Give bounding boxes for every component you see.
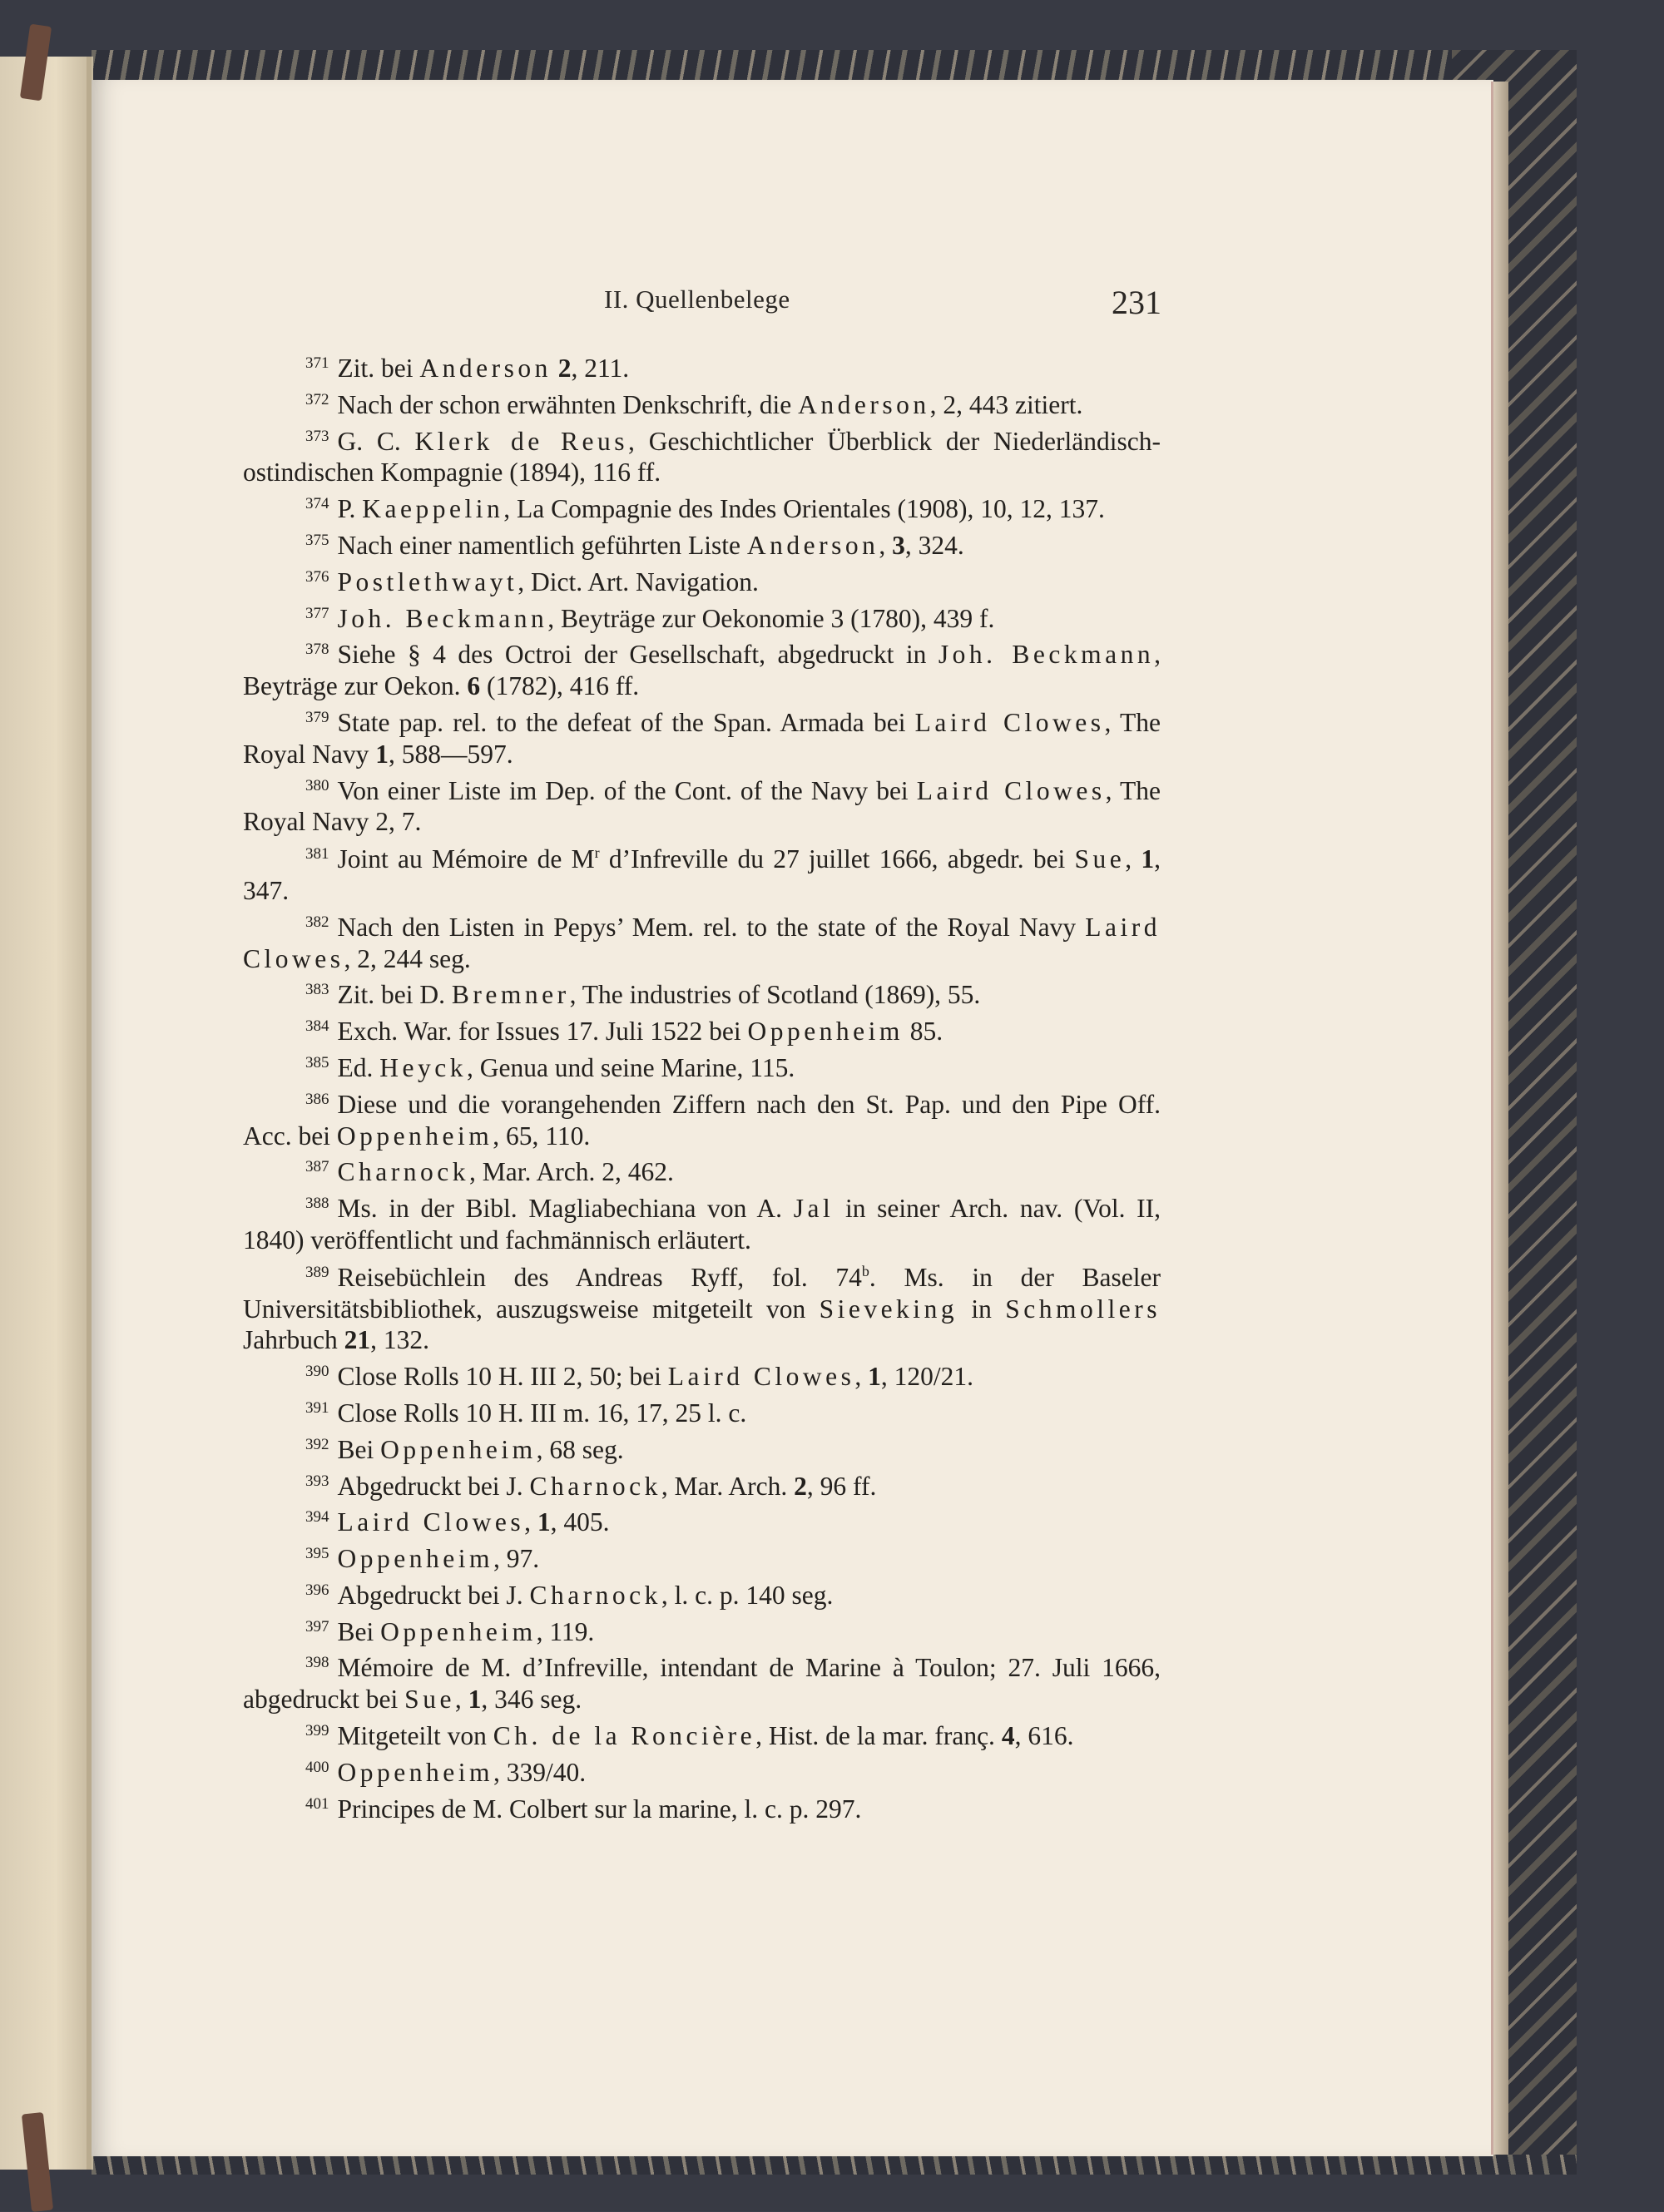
spaced-name: Postlethwayt [337,567,518,596]
footnote-text: Jahrbuch [243,1325,344,1355]
footnote-number: 388 [305,1195,329,1213]
footnote-number: 371 [305,354,329,372]
footnote-text: , 120/21. [880,1362,973,1392]
footnote-383 [243,974,1161,1011]
footnote-376 [243,562,1161,598]
footnote-380 [243,770,1161,839]
page-edge-shadow [1493,82,1508,2155]
footnote-number: 379 [305,708,329,726]
footnote-number: 385 [305,1053,329,1071]
footnote-390 [243,1356,1161,1393]
footnote-393 [243,1466,1161,1502]
footnote-number: 378 [305,641,329,659]
footnote-number: 374 [305,495,329,513]
spaced-name: Klerk de Reus [414,426,629,456]
footnote-374 [243,488,1161,525]
footnote-text: Reisebüchlein des Andreas Ryff, fol. 74 [337,1262,862,1292]
volume-number: 21 [344,1325,371,1355]
footnote-number: 394 [305,1508,329,1527]
footnote-text: , 132. [370,1325,429,1355]
footnote-text: Von einer Liste im Dep. of the Cont. of the Navy bei [337,775,917,805]
spaced-name: Laird Clowes [914,707,1105,737]
spaced-name: Charnock [529,1580,661,1610]
volume-number: 1 [1141,844,1155,874]
footnote-377 [243,598,1161,635]
volume-number: 2 [794,1471,807,1501]
footnote-text: , [879,530,893,560]
footnote-number: 382 [305,913,329,931]
footnote-text: Abgedruckt bei J. [337,1580,530,1610]
footnote-401 [243,1789,1161,1825]
spaced-name: Laird Clowes [243,912,1161,973]
spaced-name: Jal [793,1194,834,1224]
footnote-text: , 97. [493,1544,540,1574]
footnote-number: 383 [305,981,329,999]
footnote-number: 372 [305,390,329,408]
footnote-text: , 65, 110. [493,1121,591,1151]
footnote-text: P. [337,494,363,524]
footnote-text [552,354,558,383]
spaced-name: Heyck [379,1052,467,1082]
footnote-text: G. C. [337,426,415,456]
footnote-number: 397 [305,1617,329,1635]
spaced-name: Sue [1074,844,1126,874]
cover-board-top [92,50,1577,82]
footnote-text: , The industries of Scotland (1869), 55. [569,980,981,1010]
footnote-number: 393 [305,1472,329,1490]
footnote-398 [243,1647,1161,1715]
footnote-text: Close Rolls 10 H. III m. 16, 17, 25 l. c. [337,1398,747,1428]
footnote-number: 396 [305,1581,329,1599]
footnote-number: 381 [305,845,329,864]
footnote-text: Ms. in der Bibl. Magliabechiana von A. [337,1194,794,1224]
volume-number: 1 [537,1507,551,1537]
footnote-text: , The Royal Navy [243,707,1161,769]
footnote-text: Nach der schon erwähnten Denkschrift, die [337,389,799,419]
footnote-373 [243,421,1161,489]
spaced-name: Sieveking [819,1294,958,1324]
spaced-name: Schmollers [1005,1294,1161,1324]
spaced-name: Sue [404,1685,455,1715]
footnote-382 [243,907,1161,975]
footnote-number: 395 [305,1545,329,1563]
footnote-text: , Mar. Arch. 2, 462. [468,1157,674,1187]
spaced-name: Anderson [746,530,879,560]
footnote-text: , l. c. p. 140 seg. [661,1580,834,1610]
footnote-number: 375 [305,531,329,549]
footnote-text: , Geschichtlicher Überblick der Niederländisch-ostindischen Kompagnie (1894), 116 ff. [243,426,1161,487]
footnote-number: 398 [305,1654,329,1672]
cover-board-bottom [92,2155,1577,2175]
footnote-378 [243,634,1161,702]
footnote-text: Zit. bei [337,354,420,383]
footnote-text: in [958,1294,1006,1324]
footnote-372 [243,384,1161,421]
footnote-379 [243,702,1161,770]
spaced-name: Charnock [337,1157,469,1187]
footnote-text: , Genua und seine Marine, 115. [466,1052,795,1082]
spaced-name: Joh. Beckmann [337,603,548,633]
footnote-text: , Beyträge zur Oekonomie 3 (1780), 439 f. [547,603,995,633]
footnote-text: , La Compagnie des Indes Orientales (1908), 10, 12, 137. [503,494,1105,524]
footnote-381 [243,838,1161,907]
footnote-number: 399 [305,1722,329,1740]
spaced-name: Kaeppelin [362,494,504,524]
page-number: 231 [1112,284,1161,321]
footnote-387 [243,1151,1161,1188]
footnote-text: , Hist. de la mar. franç. [755,1721,1002,1751]
footnote-text: Joint au Mémoire de M [337,844,595,874]
footnote-text: , 339/40. [493,1757,587,1787]
footnote-number: 377 [305,604,329,622]
footnote-394 [243,1502,1161,1538]
footnote-text: , 96 ff. [806,1471,877,1501]
footnote-386 [243,1084,1161,1152]
spaced-name: Anderson [798,389,930,419]
footnote-text: , 2, 244 seg. [344,943,471,973]
spaced-name: Ch. de la Roncière [493,1721,756,1751]
footnote-text: , Mar. Arch. [661,1471,795,1501]
spaced-name: Charnock [529,1471,661,1501]
spaced-name: Anderson [419,354,552,383]
footnote-388 [243,1188,1161,1256]
footnote-397 [243,1611,1161,1648]
footnote-385 [243,1047,1161,1084]
footnote-number: 376 [305,567,329,586]
footnote-number: 387 [305,1158,329,1176]
footnote-391 [243,1393,1161,1429]
footnote-text: Mitgeteilt von [337,1721,493,1751]
footnote-389 [243,1256,1161,1356]
volume-number: 6 [467,671,481,701]
spaced-name: Joh. Beckmann [938,640,1155,670]
footnote-number: 386 [305,1090,329,1108]
volume-number: 3 [892,530,905,560]
footnote-number: 392 [305,1435,329,1453]
footnote-text: Mémoire de M. d’Infreville, intendant de Marine à Toulon; 27. Juli 1666, abgedruckt bei [243,1653,1161,1715]
footnote-text: , [854,1362,869,1392]
footnote-text: (1782), 416 ff. [480,671,640,701]
spaced-name: Oppenheim [337,1544,493,1574]
footnote-text: , [454,1685,468,1715]
volume-number: 1 [868,1362,881,1392]
footnote-text: Diese und die vorangehenden Ziffern nach den St. Pap. und den Pipe Off. Acc. bei [243,1089,1161,1151]
footnote-number: 400 [305,1758,329,1776]
footnote-text: , The Royal Navy 2, 7. [243,775,1161,837]
spaced-name: Oppenheim [337,1757,493,1787]
footnote-number: 390 [305,1363,329,1381]
footnote-number: 391 [305,1398,329,1417]
footnote-text: , 68 seg. [536,1434,624,1464]
footnote-396 [243,1575,1161,1611]
volume-number: 1 [375,739,389,769]
spaced-name: Oppenheim [747,1017,904,1047]
footnote-number: 384 [305,1017,329,1036]
footnote-text: Principes de M. Colbert sur la marine, l. c. p. 297. [337,1794,862,1824]
footnote-395 [243,1538,1161,1575]
footnote-text: , 405. [550,1507,610,1537]
footnote-text: , 616. [1014,1721,1074,1751]
footnote-400 [243,1752,1161,1789]
footnote-text: d’Infreville du 27 juillet 1666, abgedr. bei [599,844,1075,874]
footnote-text: , Dict. Art. Navigation. [518,567,759,596]
footnote-text: , 346 seg. [481,1685,582,1715]
footnote-text: 85. [903,1017,943,1047]
footnote-text: , 119. [536,1616,595,1646]
footnote-text: Bei [337,1616,381,1646]
footnote-number: 389 [305,1263,329,1281]
footnote-text: Bei [337,1434,381,1464]
volume-number: 1 [468,1685,482,1715]
footnote-number: 401 [305,1794,329,1813]
footnote-text: , [524,1507,537,1537]
footnote-text: , 211. [571,354,630,383]
footnote-384 [243,1011,1161,1047]
spaced-name: Oppenheim [380,1434,537,1464]
footnote-text: , 347. [243,844,1161,905]
footnote-text: in seiner Arch. nav. (Vol. II, 1840) veröffentlicht und fachmännisch erläutert. [243,1194,1161,1254]
spaced-name: Laird Clowes [667,1362,855,1392]
spaced-name: Oppenheim [336,1121,493,1151]
volume-number: 2 [557,354,572,383]
footnote-375 [243,525,1161,562]
running-head: II. Quellenbelege [604,285,790,314]
footnote-text: , 588—597. [388,739,513,769]
footnote-text: Ed. [337,1052,380,1082]
spaced-name: Laird Clowes [337,1507,525,1537]
footnote-371 [243,348,1161,384]
footnote-list [243,348,1161,1824]
volume-number: 4 [1001,1721,1015,1751]
superscript: b [861,1262,869,1279]
footnote-text: . Ms. in der Baseler Universitätsbibliothek, auszugsweise mitgeteilt von [243,1262,1161,1324]
footnote-text: Zit. bei D. [337,980,452,1010]
footnote-text: State pap. rel. to the defeat of the Span. Armada bei [337,707,915,737]
footnote-text: Nach den Listen in Pepys’ Mem. rel. to the state of the Royal Navy [337,912,1086,942]
left-page-edge [0,57,93,2170]
footnote-number: 380 [305,776,329,794]
footnote-text: Nach einer namentlich geführten Liste [337,530,747,560]
footnote-text: , 324. [904,530,964,560]
footnote-text: Abgedruckt bei J. [337,1471,530,1501]
footnote-392 [243,1429,1161,1466]
footnote-399 [243,1715,1161,1752]
spaced-name: Laird Clowes [916,775,1106,805]
spaced-name: Bremner [451,980,570,1010]
footnote-text: , 2, 443 zitiert. [929,389,1083,419]
footnote-text: , [1125,844,1142,874]
footnote-text: Exch. War. for Issues 17. Juli 1522 bei [337,1017,748,1047]
footnote-text: Close Rolls 10 H. III 2, 50; bei [337,1362,668,1392]
superscript: r [594,844,600,862]
footnote-text: Siehe § 4 des Octroi der Gesellschaft, abgedruckt in [337,640,938,670]
footnote-text: , Beyträge zur Oekon. [243,640,1161,701]
spaced-name: Oppenheim [380,1616,537,1646]
footnote-number: 373 [305,427,329,445]
